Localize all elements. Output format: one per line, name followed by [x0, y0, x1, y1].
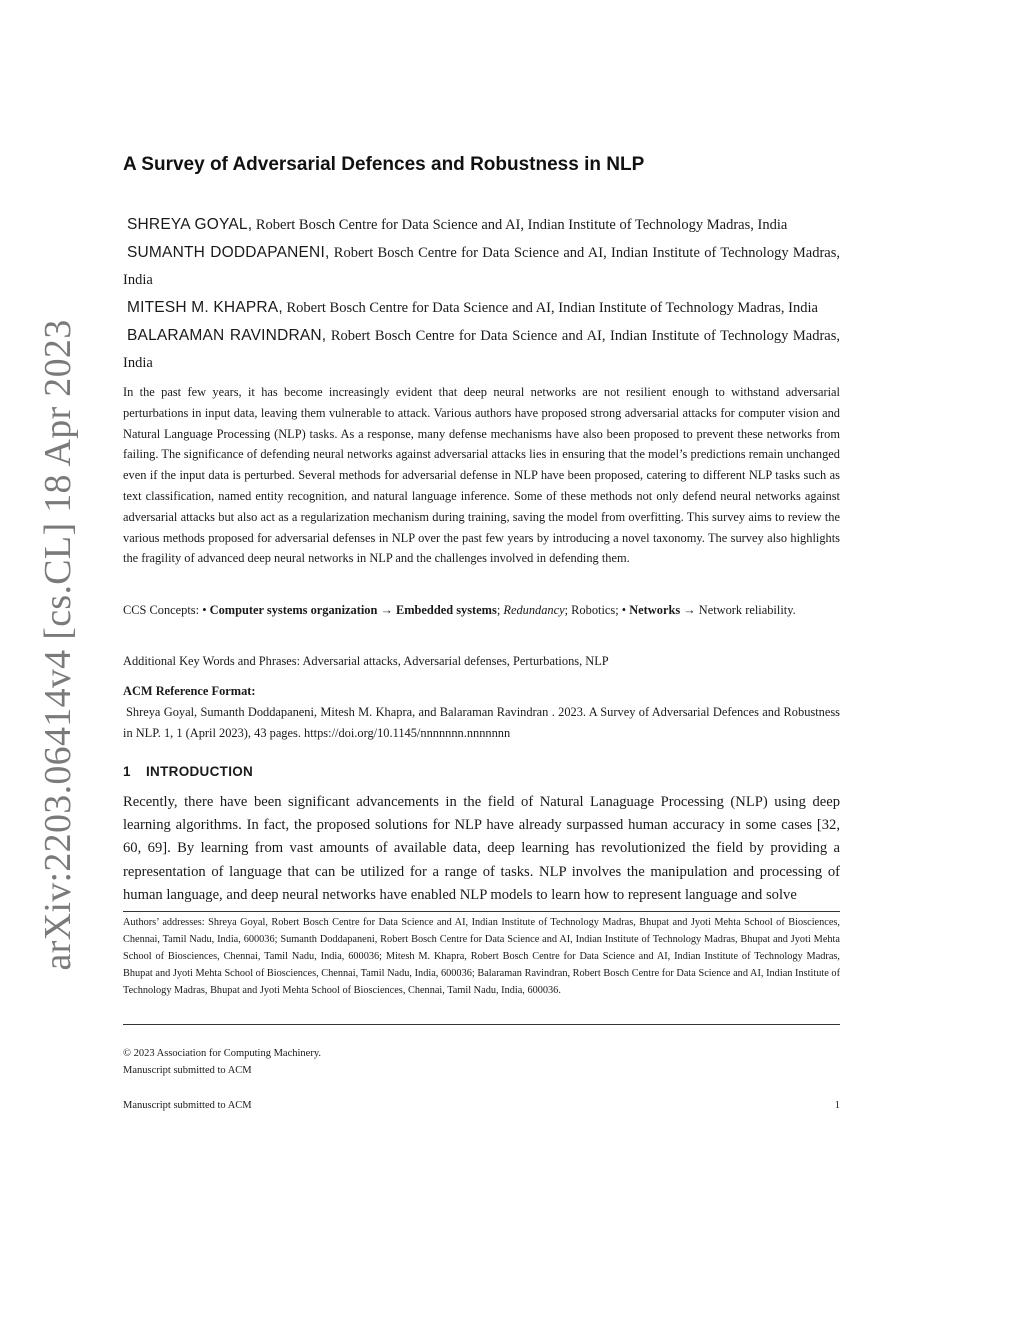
- abstract: In the past few years, it has become increasingly evident that deep neural networks are not resilient enough to withstand adversarial perturbations in input data, leaving them vulnerable to attack. Various authors have proposed strong adversarial attacks for computer vision and Natural Language Processing (NLP) tasks. As a response, many defense mechanisms have also been proposed to prevent these networks from failing. The significance of defending neural networks against adversarial attacks lies in ensuring that the model’s predictions remain unchanged even if the input data is perturbed. Several methods for adversarial defense in NLP have been proposed, catering to different NLP tasks such as text classification, named entity recognition, and natural language inference. Some of these methods not only defend neural networks against adversarial attacks but also act as a regularization mechanism during training, saving the model from overfitting. This survey aims to review the various methods proposed for adversarial defenses in NLP over the past few years by introducing a novel taxonomy. The survey also highlights the fragility of advanced deep neural networks in NLP and the challenges involved in defending them.: [123, 385, 840, 566]
- acm-reference-heading: ACM Reference Format:: [123, 684, 256, 698]
- introduction-paragraph: Recently, there have been significant advancements in the field of Natural Lanaguage Processing (NLP) using deep learning algorithms. In fact, the proposed solutions for NLP have already surpassed human accuracy in some cases [32, 60, 69]. By learning from vast amounts of available data, deep learning has revolutionized the field by providing a representation of language that can be utilized for a range of tasks. NLP involves the manipulation and processing of human language, and deep neural networks have enabled NLP models to learn how to represent language and solve: [123, 794, 840, 903]
- acm-reference-text: Shreya Goyal, Sumanth Doddapaneni, Mitesh M. Khapra, and Balaraman Ravindran . 2023. A Survey of Adversarial Defences and Robustness in NLP. 1, 1 (April 2023), 43 pages. https://doi.org/10.1145/nnnnnnn.nnnnnnn: [123, 705, 840, 740]
- ccs-concept-secondary-rest: → Network reliability.: [683, 603, 796, 617]
- author-entry: [123, 239, 840, 294]
- ccs-bullet: •: [621, 603, 627, 617]
- author-entry: [123, 322, 840, 377]
- author-name: BALARAMAN RAVINDRAN,: [127, 327, 327, 344]
- ccs-bullet: •: [202, 603, 207, 617]
- page-number: 1: [834, 1100, 840, 1111]
- authors-addresses-footnote: Authors’ addresses: Shreya Goyal, Robert Bosch Centre for Data Science and AI, Indian Institute of Technology Madras, Bhupat and Jyoti Mehta School of Biosciences, Chennai, Tamil Nadu, India, 600036; Sumanth Doddapaneni, Robert Bosch Centre for Data Science and AI, Indian Institute of Technology Madras, Bhupat and Jyoti Mehta School of Biosciences, Chennai, Tamil Nadu, India, 600036; Mitesh M. Khapra, Robert Bosch Centre for Data Science and AI, Indian Institute of Technology Madras, Bhupat and Jyoti Mehta School of Biosciences, Chennai, Tamil Nadu, India, 600036; Balaraman Ravindran, Robert Bosch Centre for Data Science and AI, Indian Institute of Technology Madras, Bhupat and Jyoti Mehta School of Biosciences, Chennai, Tamil Nadu, India, 600036.: [123, 917, 840, 996]
- running-footer: Manuscript submitted to ACM: [123, 1100, 252, 1111]
- author-affiliation: Robert Bosch Centre for Data Science and AI, Indian Institute of Technology Madras, India: [286, 300, 818, 316]
- acm-reference: [123, 702, 840, 744]
- keywords: Additional Key Words and Phrases: Adversarial attacks, Adversarial defenses, Perturbations, NLP: [123, 654, 609, 668]
- author-affiliation: Robert Bosch Centre for Data Science and AI, Indian Institute of Technology Madras, India: [255, 217, 788, 233]
- ccs-label: CCS Concepts:: [123, 603, 200, 617]
- paper-title: A Survey of Adversarial Defences and Robustness in NLP: [123, 154, 645, 175]
- manuscript-line: Manuscript submitted to ACM: [123, 1065, 252, 1076]
- ccs-separator: ;: [496, 603, 501, 617]
- author-name: SHREYA GOYAL,: [127, 216, 253, 233]
- section-number: 1: [123, 764, 131, 779]
- section-title: INTRODUCTION: [146, 764, 254, 779]
- ccs-concept-secondary: Networks: [629, 603, 681, 617]
- author-name: SUMANTH DODDAPANENI,: [127, 244, 330, 261]
- ccs-concept-italic: Redundancy: [503, 603, 565, 617]
- footnote-divider: [123, 911, 840, 912]
- author-list: [123, 211, 840, 377]
- author-name: MITESH M. KHAPRA,: [127, 299, 283, 316]
- author-entry: [123, 211, 840, 239]
- author-entry: [123, 294, 840, 322]
- author-affiliation: Robert Bosch Centre for Data Science and AI, Indian Institute of Technology Madras, India: [123, 245, 840, 288]
- author-affiliation: Robert Bosch Centre for Data Science and AI, Indian Institute of Technology Madras, India: [123, 328, 841, 371]
- copyright-line: © 2023 Association for Computing Machinery.: [123, 1048, 322, 1059]
- ccs-concepts: [123, 600, 840, 621]
- section-heading: [123, 764, 253, 779]
- arxiv-stamp: arXiv:2203.06414v4 [cs.CL] 18 Apr 2023: [37, 319, 79, 971]
- ccs-concept-rest: ; Robotics;: [564, 603, 619, 617]
- ccs-concept-primary: Computer systems organization → Embedded systems: [209, 603, 497, 617]
- copyright-notice: [123, 1045, 321, 1079]
- copyright-divider: [123, 1024, 840, 1025]
